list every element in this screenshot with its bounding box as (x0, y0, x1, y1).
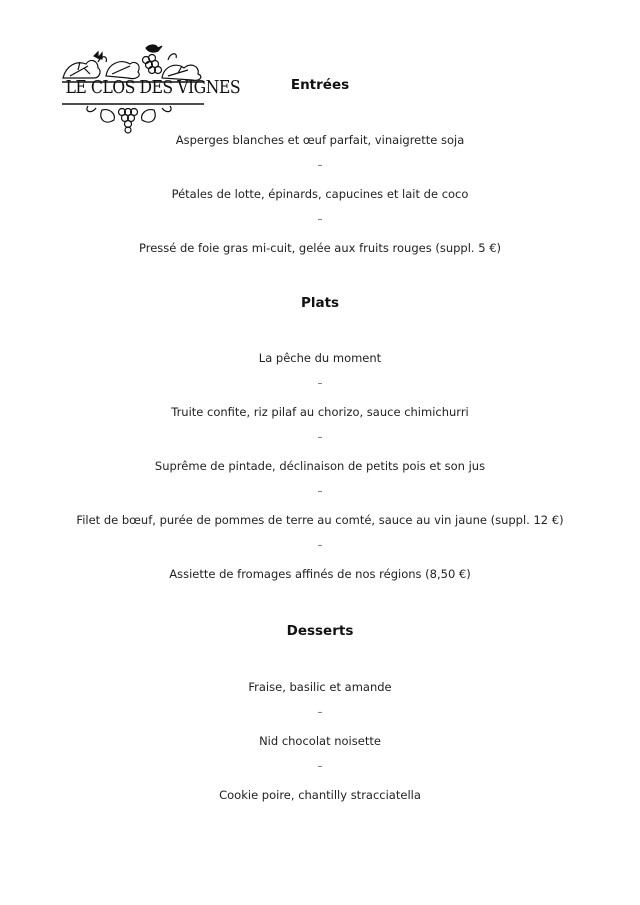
dish-item: Pressé de foie gras mi-cuit, gelée aux fruits rouges (suppl. 5 €) (139, 241, 501, 255)
dish-item: Suprême de pintade, déclinaison de petits pois et son jus (154, 459, 486, 473)
dish-item: Nid chocolat noisette (259, 734, 381, 748)
separator: – (317, 214, 323, 225)
dish-item: Cookie poire, chantilly stracciatella (219, 788, 421, 802)
dish-item: Pétales de lotte, épinards, capucines et lait de coco (171, 187, 469, 201)
dish-item: La pêche du moment (258, 351, 382, 365)
separator: – (317, 707, 323, 718)
restaurant-name: LE CLOS DES VIGNES (65, 78, 241, 98)
dish-item: Asperges blanches et œuf parfait, vinaigrette soja (175, 133, 465, 147)
dish-item: Filet de bœuf, purée de pommes de terre au comté, sauce au vin jaune (suppl. 12 €) (76, 513, 564, 527)
dish-item: Truite confite, riz pilaf au chorizo, sauce chimichurri (171, 405, 469, 419)
separator: – (317, 432, 323, 443)
separator: – (317, 486, 323, 497)
separator: – (317, 761, 323, 772)
dish-item: Fraise, basilic et amande (248, 680, 392, 694)
section-title-plats: Plats (300, 295, 340, 311)
section-title-entrees: Entrées (290, 77, 350, 93)
section-title-desserts: Desserts (286, 623, 354, 639)
separator: – (317, 540, 323, 551)
separator: – (317, 378, 323, 389)
separator: – (317, 160, 323, 171)
dish-item: Assiette de fromages affinés de nos régions (8,50 €) (169, 567, 471, 581)
